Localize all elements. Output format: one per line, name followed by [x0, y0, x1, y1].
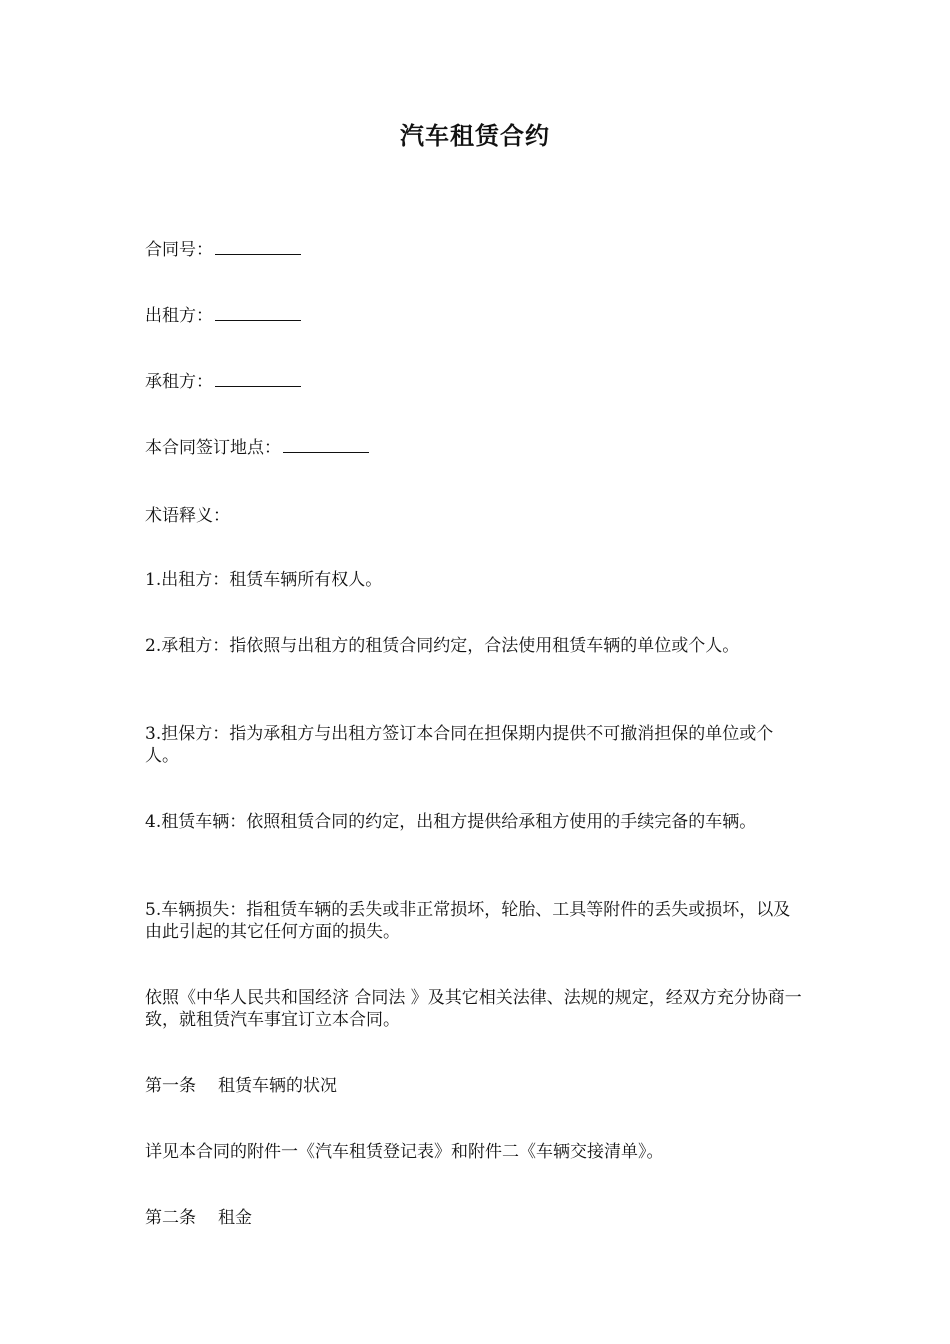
article-1-title: 租赁车辆的状况 [218, 1076, 337, 1096]
definition-5: 5.车辆损失：指租赁车辆的丢失或非正常损坏，轮胎、工具等附件的丢失或损坏，以及由此引起的其它任何方面的损失。 [145, 900, 791, 942]
signing-place-label: 本合同签订地点： [145, 438, 281, 458]
terms-heading: 术语释义： [145, 506, 230, 526]
definition-1: 1.出租方：租赁车辆所有权人。 [145, 570, 383, 590]
article-1-number: 第一条 [145, 1076, 196, 1096]
contract-number-label: 合同号： [145, 240, 213, 260]
lessor-label: 出租方： [145, 306, 213, 326]
article-2-heading [145, 1207, 815, 1229]
article-1-body: 详见本合同的附件一《汽车租赁登记表》和附件二《车辆交接清单》。 [145, 1142, 664, 1162]
lessor-blank [215, 306, 301, 321]
contract-number-field [145, 239, 815, 261]
definition-2: 2.承租方：指依照与出租方的租赁合同约定，合法使用租赁车辆的单位或个人。 [145, 636, 740, 656]
signing-place-blank [283, 438, 369, 453]
lessee-label: 承租方： [145, 372, 213, 392]
definition-4: 4.租赁车辆：依照租赁合同的约定，出租方提供给承租方使用的手续完备的车辆。 [145, 812, 757, 832]
definition-3: 3.担保方：指为承租方与出租方签订本合同在担保期内提供不可撤消担保的单位或个人。 [145, 724, 774, 766]
document-title: 汽车租赁合约 [400, 121, 550, 150]
lessor-field [145, 305, 815, 327]
article-2-title: 租金 [218, 1208, 252, 1228]
preamble-paragraph: 依照《中华人民共和国经济 合同法 》及其它相关法律、法规的规定，经双方充分协商一致，就租赁汽车事宜订立本合同。 [145, 988, 802, 1030]
article-1-heading [145, 1075, 815, 1097]
lessee-field [145, 371, 815, 393]
contract-number-blank [215, 240, 301, 255]
signing-place-field [145, 437, 815, 459]
article-2-number: 第二条 [145, 1208, 196, 1228]
lessee-blank [215, 372, 301, 387]
